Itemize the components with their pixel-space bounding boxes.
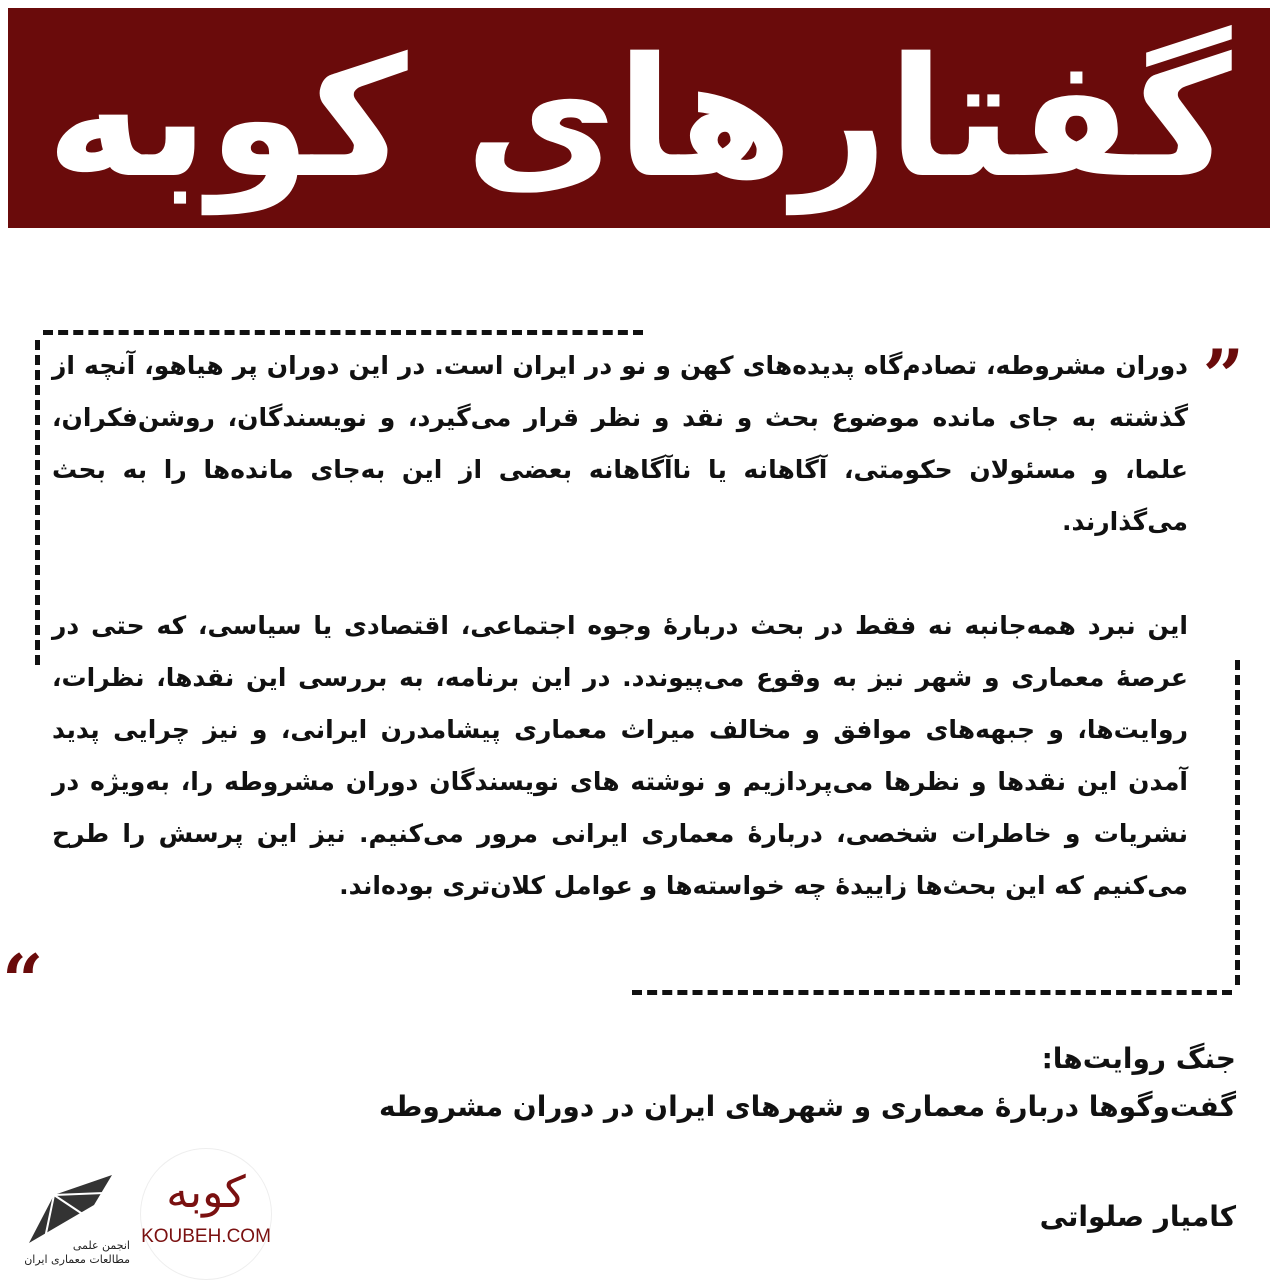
anjoman-logo-text (24, 1239, 130, 1267)
open-quote-icon: ” (1202, 333, 1244, 418)
frame-dash-left (35, 340, 40, 665)
event-title-line-1: جنگ روایت‌ها: (1041, 1042, 1236, 1075)
frame-dash-bottom (632, 990, 1232, 995)
frame-dash-top (43, 330, 643, 335)
frame-dash-right (1235, 660, 1240, 985)
poster-title: گفتارهای کوبه (46, 22, 1232, 214)
description (52, 340, 1188, 912)
anjoman-emblem-icon (24, 1175, 124, 1245)
koubeh-logo (140, 1148, 272, 1280)
speaker-name: کامیار صلواتی (1039, 1200, 1236, 1233)
anjoman-logo (10, 1175, 130, 1275)
paragraph-2: این نبرد همه‌جانبه نه فقط در بحث دربارۀ وجوه اجتماعی، اقتصادی یا سیاسی، که حتی در عرصۀ معماری و شهر نیز به وقوع می‌پیوندد. در این برنامه، به بررسی این نقدها، نظرات، روایت‌ها، و جبهه‌های موافق و مخالف میراث معماری پیشامدرن ایرانی، و نیز چرایی پدید آمدن این نقدها و نظرها می‌پردازیم و نوشته های نویسندگان دوران مشروطه را، به‌ویژه در نشریات و خاطرات شخصی، دربارۀ معماری ایرانی مرور می‌کنیم. نیز این پرسش را طرح می‌کنیم که این بحث‌ها زاییدۀ چه خواسته‌ها و عوامل کلان‌تری بوده‌اند. (52, 611, 1188, 900)
paragraph-1: دوران مشروطه، تصادم‌گاه پدیده‌های کهن و نو در ایران است. در این دوران پر هیاهو، آنچه از گذشته به جای مانده موضوع بحث و نقد و نظر قرار می‌گیرد، و نویسندگان، روشن‌فکران، علما، و مسئولان حکومتی، آگاهانه یا ناآگاهانه بعضی از این به‌جای مانده‌ها را به بحث می‌گذارند. (52, 351, 1188, 536)
anjoman-line-1: انجمن علمی (72, 1239, 130, 1252)
event-title (379, 1035, 1236, 1131)
anjoman-line-2: مطالعات معماری ایران (24, 1253, 130, 1266)
event-title-line-2: گفت‌وگوها دربارۀ معماری و شهرهای ایران در دوران مشروطه (379, 1090, 1236, 1123)
koubeh-url: KOUBEH.COM (141, 1226, 271, 1247)
close-quote-icon: “ (2, 938, 44, 1023)
koubeh-logo-fa: کوبه (166, 1167, 246, 1218)
